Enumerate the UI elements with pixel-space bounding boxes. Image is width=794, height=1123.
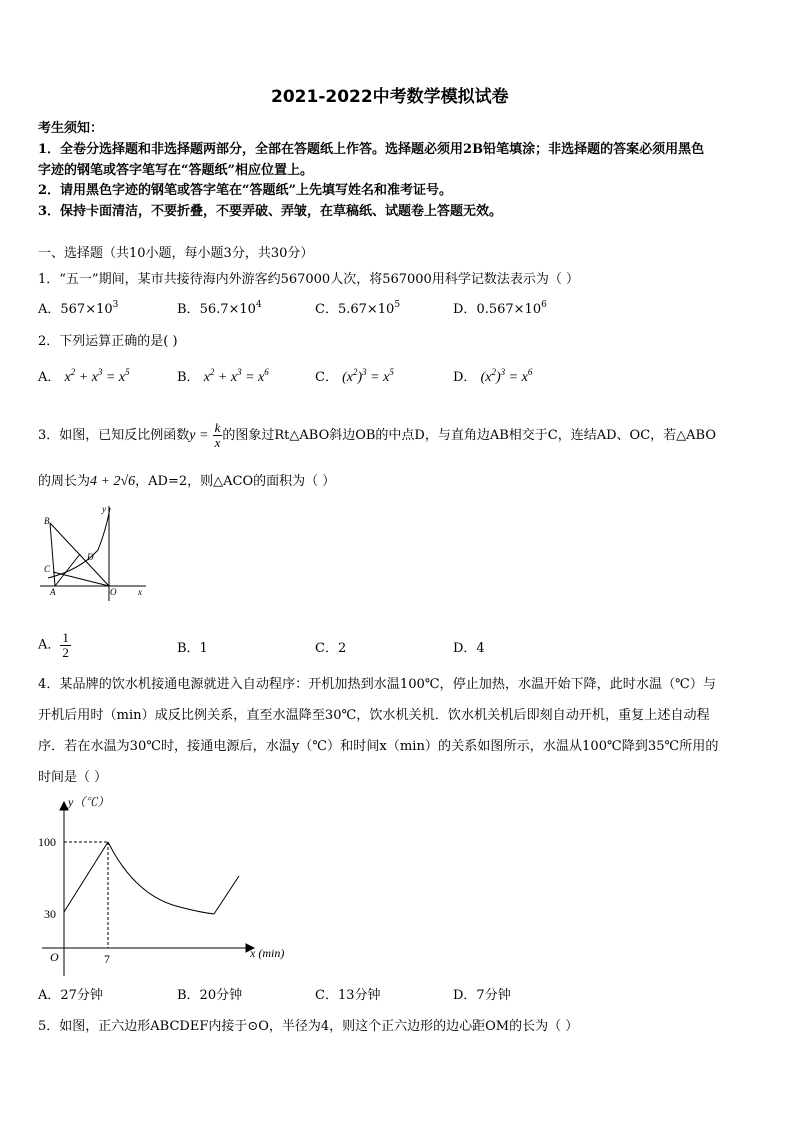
q4-heating-line — [64, 842, 108, 912]
q1-option-b: B．$56.7\times 10^4$ — [177, 300, 262, 317]
q3-label-y: y — [102, 504, 106, 514]
q2-option-a: A． $x^2 + x^3 = x^5$ — [38, 367, 130, 385]
q3-label-c: C — [44, 564, 51, 574]
q3-k-over-x-fraction: $\frac{k}{x}$ — [214, 420, 221, 450]
notice-line-1: 1．全卷分选择题和非选择题两部分，全部在答题纸上作答。选择题必须用2B铅笔填涂；非选择题的答案必须用黑色 — [38, 142, 705, 157]
notice-line-2: 2．请用黑色字迹的钢笔或答字笔在“答题纸”上先填写姓名和准考证号。 — [38, 183, 453, 198]
q1-option-a: A．$567\times 10^3$ — [38, 300, 119, 317]
q1-option-c: C．$5.67\times 10^5$ — [315, 300, 401, 317]
q4-graph — [36, 794, 306, 970]
q4-option-a: A．27分钟 — [38, 988, 103, 1003]
notice-line-3: 3．保持卡面清洁，不要折叠，不要弄破、弄皱，在草稿纸、试题卷上答题无效。 — [38, 204, 503, 219]
q3-perimeter-expression: 4 + 2√6 — [90, 474, 136, 489]
q4-y-arrow — [60, 802, 68, 810]
q2-option-d: D． $(x^2)^3 = x^6$ — [453, 367, 533, 385]
q3-label-b: B — [44, 516, 50, 526]
q3-stem-line-1: 3．如图，已知反比例函数y = $\frac{k}{x}$ 的图象过Rt△ABO斜边OB的中点D，与直角边AB相交于C，连结AD、OC，若△ABO — [38, 420, 717, 450]
q2-option-c: C． $(x^2)^3 = x^5$ — [315, 367, 394, 385]
q4-stem-line-4: 时间是（ ） — [38, 770, 108, 785]
notice-line-1b: 字迹的钢笔或答字笔写在“答题纸”相应位置上。 — [38, 163, 313, 178]
q4-stem-line-3: 序．若在水温为30℃时，接通电源后，水温y（℃）和时间x（min）的关系如图所示，水温从100℃降到35℃所用的 — [38, 739, 719, 754]
q4-option-d: D．7分钟 — [453, 988, 511, 1003]
q4-origin-label: O — [50, 950, 59, 964]
q3-label-a: A — [50, 587, 56, 597]
notice-heading: 考生须知： — [38, 121, 104, 136]
q4-cooling-curve — [108, 842, 214, 914]
q3-stem-line-2: 的周长为4 + 2√6，AD=2，则△ACO的面积为（ ） — [38, 474, 336, 489]
q4-stem-line-2: 开机后用时（min）成反比例关系，直至水温降至30℃，饮水机关机．饮水机关机后即刻自动开机，重复上述自动程 — [38, 708, 710, 723]
q1-stem: 1．“五一”期间，某市共接待海内外游客约567000人次，将567000用科学记数法表示为（ ） — [38, 272, 579, 287]
q3-option-a: A． $\frac{1}{2}$ — [38, 630, 69, 660]
q3-figure — [40, 502, 150, 602]
q3-option-b: B．1 — [177, 641, 208, 656]
q4-tick-100: 100 — [38, 835, 56, 849]
q4-reheat-line — [214, 876, 239, 914]
q4-tick-7: 7 — [104, 952, 110, 966]
q4-tick-30: 30 — [44, 907, 56, 921]
section-heading: 一、选择题（共10小题，每小题3分，共30分） — [38, 246, 314, 261]
q3-option-d: D．4 — [453, 641, 485, 656]
q3-option-c: C．2 — [315, 641, 347, 656]
q3-label-d: D — [87, 552, 94, 562]
q2-option-b: B． $x^2 + x^3 = x^6$ — [177, 367, 269, 385]
q4-option-b: B．20分钟 — [177, 988, 243, 1003]
q3-label-x: x — [138, 587, 142, 597]
q4-y-label: y（℃） — [68, 795, 110, 809]
q1-option-d: D．$0.567\times 10^6$ — [453, 300, 547, 317]
q3-hyperbola-curve — [48, 508, 110, 578]
page-title: 2021-2022中考数学模拟试卷 — [271, 87, 509, 107]
q2-stem: 2．下列运算正确的是( ) — [38, 334, 178, 349]
q4-x-label: x (min) — [250, 946, 285, 960]
q4-stem-line-1: 4．某品牌的饮水机接通电源就进入自动程序：开机加热到水温100℃，停止加热，水温开始下降，此时水温（℃）与 — [38, 677, 717, 692]
q4-option-c: C．13分钟 — [315, 988, 381, 1003]
q5-stem: 5．如图，正六边形ABCDEF内接于⊙O，半径为4，则这个正六边形的边心距OM的长为（ ） — [38, 1019, 579, 1034]
q3-one-half-fraction: $\frac{1}{2}$ — [62, 630, 69, 660]
q3-label-o: O — [110, 587, 117, 597]
q3-segment-ad — [55, 554, 80, 586]
